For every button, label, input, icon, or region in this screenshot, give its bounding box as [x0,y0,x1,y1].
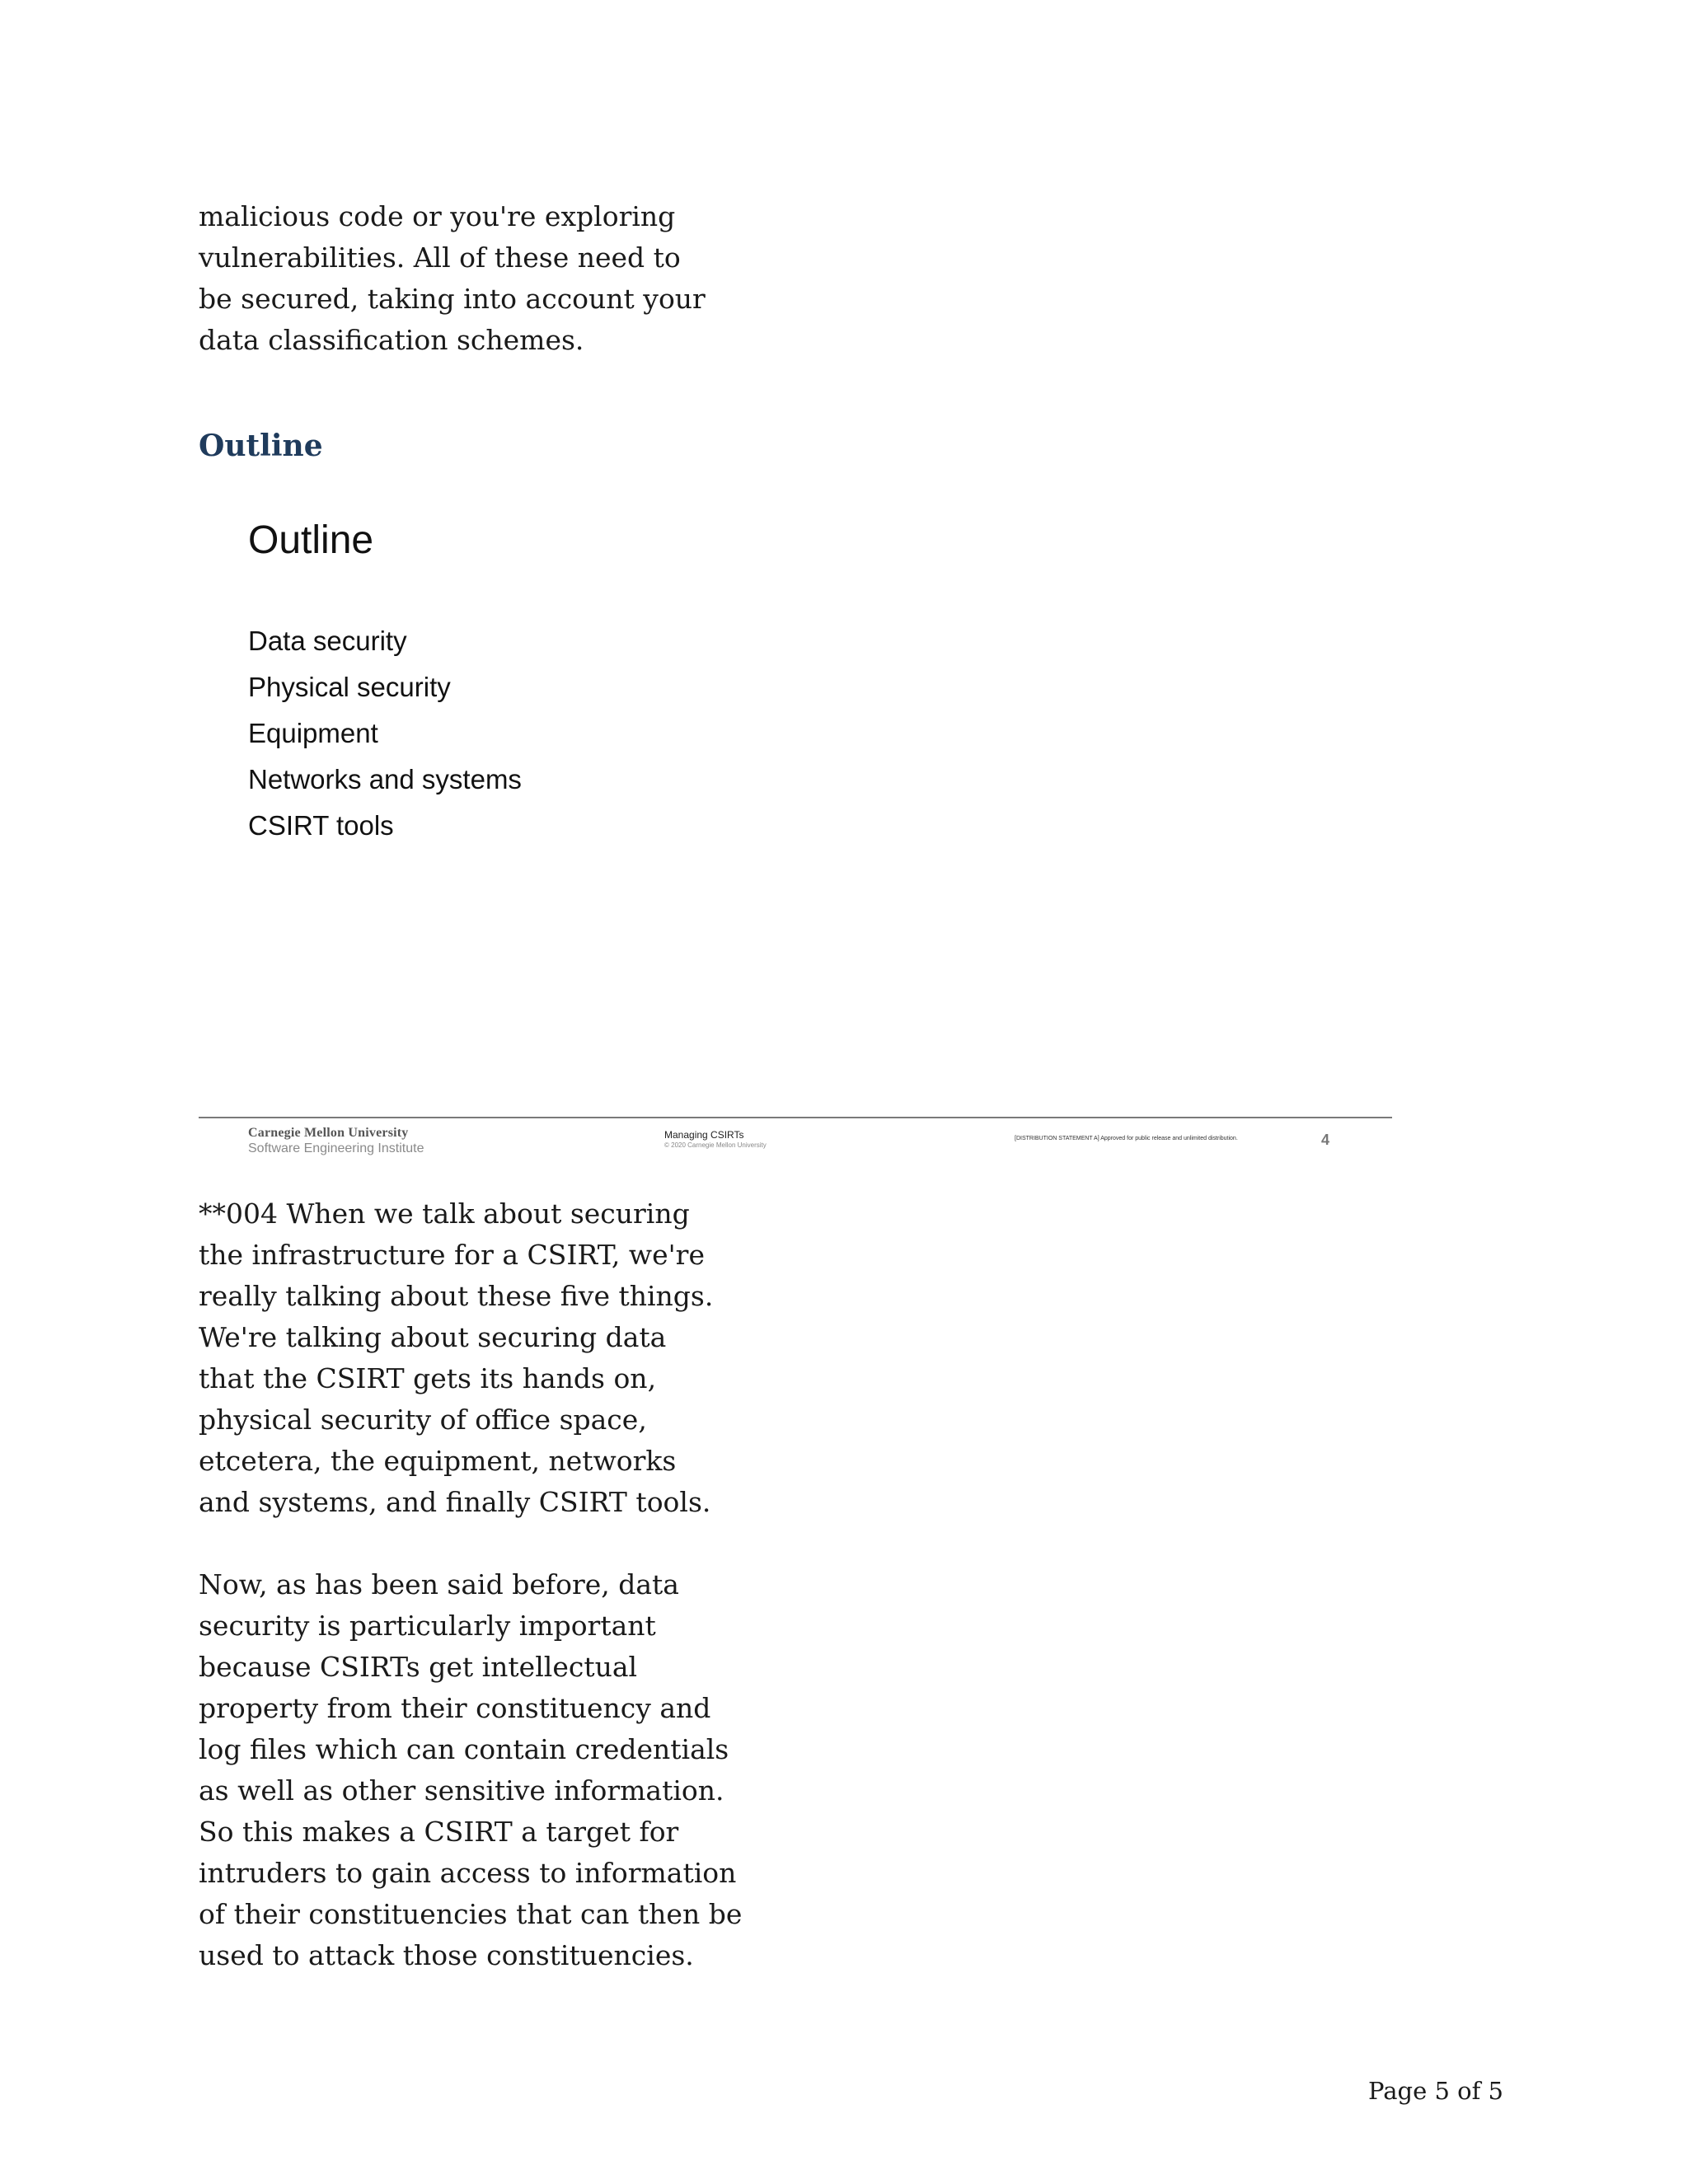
paragraph-line: intruders to gain access to information [199,1857,737,1889]
paragraph-line: data classification schemes. [199,324,584,356]
paragraph-line: because CSIRTs get intellectual [199,1651,638,1683]
slide-footer-divider [199,1117,1392,1118]
page-number: Page 5 of 5 [1368,2077,1503,2105]
paragraph-line: **004 When we talk about securing [199,1197,690,1230]
slide-outline-item: Data security [248,626,407,656]
logo-university-name: Carnegie Mellon University [248,1126,409,1140]
footer-course-info [664,1129,767,1149]
paragraph-line: Now, as has been said before, data [199,1568,679,1601]
paragraph-line: physical security of office space, [199,1404,647,1436]
paragraph-line: and systems, and finally CSIRT tools. [199,1486,711,1518]
paragraph-line: of their constituencies that can then be [199,1898,743,1930]
footer-course-title: Managing CSIRTs [664,1129,744,1141]
paragraph-line: security is particularly important [199,1610,656,1642]
paragraph-line: be secured, taking into account your [199,283,706,315]
paragraph-line: really talking about these five things. [199,1280,714,1312]
body-paragraph [199,1193,726,1523]
slide-outline-item: Physical security [248,672,451,702]
body-paragraph [199,196,726,361]
paragraph-line: property from their constituency and [199,1692,711,1724]
paragraph-line: used to attack those constituencies. [199,1939,694,1971]
slide-title: Outline [248,518,374,562]
paragraph-line: the infrastructure for a CSIRT, we're [199,1239,705,1271]
slide-outline-item: CSIRT tools [248,810,394,841]
paragraph-line: malicious code or you're exploring [199,200,676,232]
slide-outline-item: Networks and systems [248,764,522,794]
body-paragraph [199,1564,743,1976]
footer-distribution-statement: [DISTRIBUTION STATEMENT A] Approved for public release and unlimited distribution. [1015,1136,1238,1141]
paragraph-line: etcetera, the equipment, networks [199,1445,677,1477]
logo-institute-name: Software Engineering Institute [248,1141,424,1155]
paragraph-line: So this makes a CSIRT a target for [199,1816,679,1848]
slide-outline-list [248,618,522,849]
paragraph-line: as well as other sensitive information. [199,1774,724,1807]
paragraph-line: log files which can contain credentials [199,1733,729,1765]
slide-outline-item: Equipment [248,718,378,748]
slide-number: 4 [1321,1132,1330,1148]
paragraph-line: We're talking about securing data [199,1321,667,1353]
slide-image [199,494,1392,1179]
paragraph-line: vulnerabilities. All of these need to [199,241,681,274]
paragraph-line: that the CSIRT gets its hands on, [199,1362,657,1394]
cmu-sei-logo [248,1126,424,1156]
footer-copyright: © 2020 Carnegie Mellon University [664,1141,767,1149]
section-heading: Outline [199,429,323,463]
slide-footer [199,1126,1392,1167]
